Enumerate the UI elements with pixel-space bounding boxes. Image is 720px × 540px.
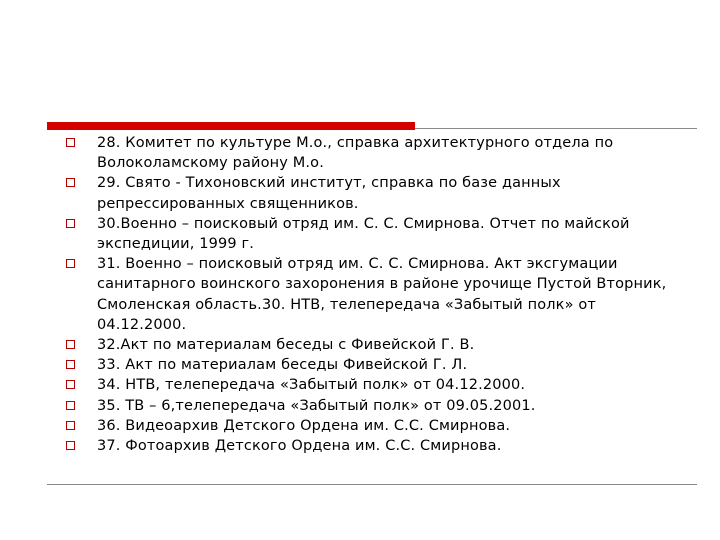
list-item: [66, 375, 686, 395]
list-item-text: 32.Акт по материалам беседы с Фивейской Г. В.: [97, 337, 475, 354]
list-item: [66, 416, 686, 436]
list-item-text: 37. Фотоархив Детского Ордена им. С.С. Смирнова.: [97, 438, 502, 455]
bottom-rule: [47, 484, 697, 485]
square-bullet-icon: [66, 360, 75, 369]
list-item-text: 28. Комитет по культуре М.о., справка архитектурного отдела по Волоколамскому району М.о.: [97, 135, 614, 172]
list-item-text: 35. ТВ – 6,телепередача «Забытый полк» от 09.05.2001.: [97, 397, 536, 414]
square-bullet-icon: [66, 259, 75, 268]
list-item-text: 36. Видеоархив Детского Ордена им. С.С. Смирнова.: [97, 417, 511, 434]
list-item: [66, 214, 686, 254]
square-bullet-icon: [66, 380, 75, 389]
square-bullet-icon: [66, 401, 75, 410]
accent-bar: [47, 122, 415, 130]
square-bullet-icon: [66, 421, 75, 430]
square-bullet-icon: [66, 340, 75, 349]
list-item-text: 31. Военно – поисковый отряд им. С. С. Смирнова. Акт эксгумации санитарного воинского захоронения в районе урочище Пустой Вторник, Смоленская область.30. НТВ, телепередача «Забытый полк» от 04.12.2000.: [97, 256, 667, 333]
list-item: [66, 355, 686, 375]
list-item: [66, 436, 686, 456]
list-item-text: 29. Свято - Тихоновский институт, справка по базе данных репрессированных священников.: [97, 175, 561, 212]
square-bullet-icon: [66, 178, 75, 187]
list-item-text: 33. Акт по материалам беседы Фивейской Г. Л.: [97, 357, 468, 374]
list-item-text: 30.Военно – поисковый отряд им. С. С. Смирнова. Отчет по майской экспедиции, 1999 г.: [97, 215, 630, 253]
square-bullet-icon: [66, 138, 75, 147]
list-item: [66, 173, 686, 213]
source-list: [66, 133, 686, 456]
list-item: [66, 335, 686, 355]
square-bullet-icon: [66, 219, 75, 228]
list-item-text: 34. НТВ, телепередача «Забытый полк» от 04.12.2000.: [97, 377, 526, 394]
square-bullet-icon: [66, 441, 75, 450]
list-item: [66, 133, 686, 173]
list-item: [66, 396, 686, 416]
list-item: [66, 254, 686, 335]
